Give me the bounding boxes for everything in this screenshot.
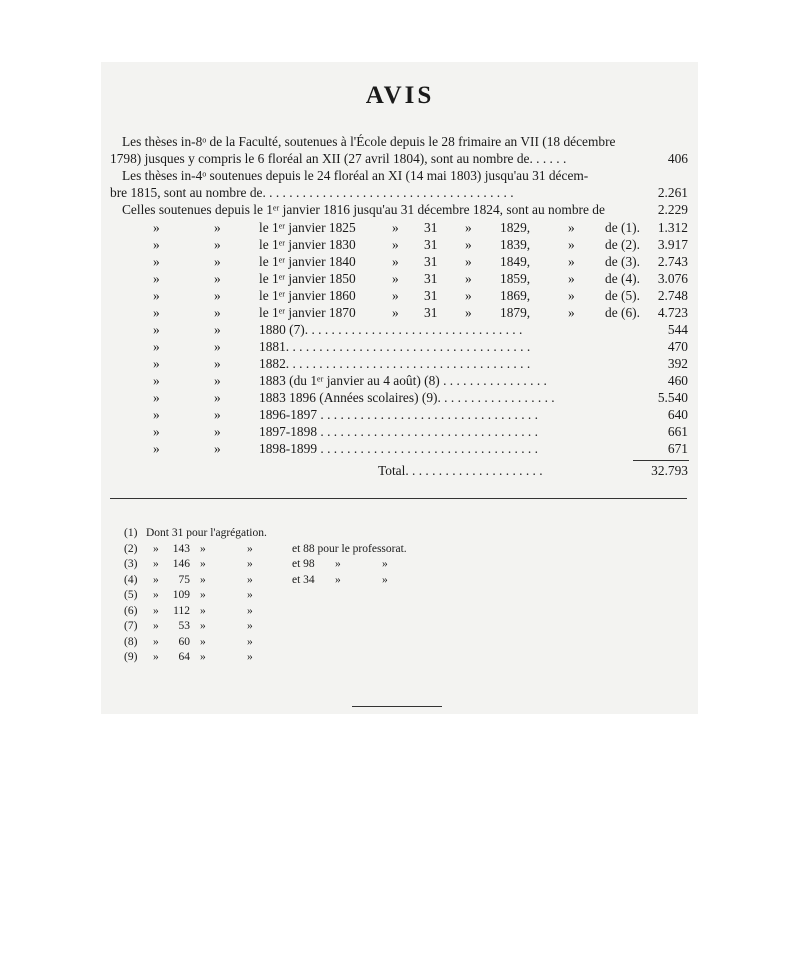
- ditto-mark: »: [153, 237, 160, 252]
- ditto-mark: »: [382, 558, 388, 570]
- ditto-mark: »: [153, 288, 160, 303]
- intro-paragraph-3: Celles soutenues depuis le 1ᵉʳ janvier 1816 jusqu'au 31 décembre 1824, sont au nombre de: [122, 202, 605, 217]
- ditto-mark: »: [153, 573, 159, 586]
- period-end-day: 31: [424, 288, 438, 303]
- ditto-mark: »: [247, 604, 253, 617]
- period-end-year: 1879,: [500, 305, 531, 320]
- ditto-mark: »: [153, 542, 159, 555]
- ditto-mark: »: [153, 620, 159, 632]
- ditto-mark: »: [200, 604, 206, 617]
- total-value: 32.793: [651, 463, 688, 478]
- footnote-text: Dont 31 pour l'agrégation.: [146, 527, 267, 539]
- table-row: [0, 373, 800, 390]
- year-label: 1897-1898 . . . . . . . . . . . . . . . . . . . . . . . . . . . . . . . . .: [259, 424, 538, 439]
- footnote-count: 109: [172, 589, 190, 601]
- ditto-mark: »: [153, 322, 160, 337]
- ditto-mark: »: [153, 558, 159, 570]
- footnote-count: 53: [178, 620, 190, 632]
- row-value: 544: [667, 322, 688, 337]
- ditto-mark: »: [153, 305, 160, 320]
- ditto-mark: »: [247, 651, 253, 663]
- ditto-mark: »: [247, 542, 253, 555]
- ditto-mark: »: [153, 271, 160, 286]
- footnote-ref: de (5).: [605, 288, 640, 303]
- row-value: 2.748: [657, 288, 688, 303]
- ditto-mark: »: [568, 220, 575, 235]
- ditto-mark: »: [214, 424, 221, 439]
- ditto-mark: »: [200, 542, 206, 555]
- page-title: AVIS: [365, 82, 435, 109]
- footnote-number: (9): [124, 651, 138, 663]
- ditto-mark: »: [392, 220, 399, 235]
- table-row: [0, 271, 800, 288]
- year-label: 1898-1899 . . . . . . . . . . . . . . . . . . . . . . . . . . . . . . . . .: [259, 441, 538, 456]
- ditto-mark: »: [568, 271, 575, 286]
- ditto-mark: »: [200, 589, 206, 601]
- ditto-mark: »: [153, 254, 160, 269]
- ditto-mark: »: [247, 573, 253, 586]
- ditto-mark: »: [465, 220, 472, 235]
- ditto-mark: »: [465, 305, 472, 320]
- ditto-mark: »: [392, 254, 399, 269]
- footnote-count: 146: [172, 558, 190, 570]
- period-end-year: 1859,: [500, 271, 531, 286]
- table-row: [0, 424, 800, 441]
- footnote-count: 143: [172, 542, 190, 555]
- footnote-number: (8): [124, 635, 138, 648]
- footnote-number: (3): [124, 558, 138, 570]
- year-label: 1880 (7). . . . . . . . . . . . . . . . . . . . . . . . . . . . . . . . .: [259, 322, 523, 337]
- ditto-mark: »: [214, 322, 221, 337]
- row-value: 470: [667, 339, 688, 354]
- period-end-day: 31: [424, 254, 438, 269]
- ditto-mark: »: [247, 620, 253, 632]
- ditto-mark: »: [214, 305, 221, 320]
- end-rule: [352, 706, 442, 707]
- year-label: 1883 (du 1ᵉʳ janvier au 4 août) (8) . . . . . . . . . . . . . . . .: [259, 373, 547, 388]
- footnote-extra: et 98: [292, 558, 315, 570]
- ditto-mark: »: [214, 237, 221, 252]
- total-rule: [633, 460, 689, 461]
- ditto-mark: »: [153, 390, 160, 405]
- intro-paragraph-3-value: 2.229: [657, 202, 688, 217]
- period-end-year: 1869,: [500, 288, 531, 303]
- ditto-mark: »: [392, 271, 399, 286]
- footnote-number: (5): [124, 589, 138, 601]
- ditto-mark: »: [465, 271, 472, 286]
- period-start: le 1ᵉʳ janvier 1870: [259, 305, 356, 320]
- ditto-mark: »: [153, 589, 159, 601]
- ditto-mark: »: [247, 589, 253, 601]
- footnote-ref: de (2).: [605, 237, 640, 252]
- intro-paragraph-2-value: 2.261: [657, 185, 688, 200]
- ditto-mark: »: [214, 373, 221, 388]
- row-value: 671: [667, 441, 688, 456]
- ditto-mark: »: [568, 305, 575, 320]
- ditto-mark: »: [153, 339, 160, 354]
- ditto-mark: »: [568, 254, 575, 269]
- footnote-number: (2): [124, 542, 138, 555]
- intro-paragraph-1-value: 406: [667, 151, 688, 166]
- period-start: le 1ᵉʳ janvier 1840: [259, 254, 356, 269]
- row-value: 392: [667, 356, 688, 371]
- row-value: 5.540: [657, 390, 688, 405]
- ditto-mark: »: [568, 288, 575, 303]
- ditto-mark: »: [214, 271, 221, 286]
- intro-paragraph-1-line-2: 1798) jusques y compris le 6 floréal an XII (27 avril 1804), sont au nombre de. . . . . .: [110, 151, 567, 166]
- ditto-mark: »: [465, 288, 472, 303]
- footnote-count: 75: [178, 573, 190, 586]
- row-value: 460: [667, 373, 688, 388]
- footnote-ref: de (6).: [605, 305, 640, 320]
- ditto-mark: »: [153, 220, 160, 235]
- ditto-mark: »: [153, 651, 159, 663]
- ditto-mark: »: [335, 573, 341, 586]
- ditto-mark: »: [465, 254, 472, 269]
- footnote-ref: de (1).: [605, 220, 640, 235]
- footnote-extra: et 88 pour le professorat.: [292, 542, 407, 555]
- ditto-mark: »: [392, 237, 399, 252]
- row-value: 3.917: [657, 237, 688, 252]
- year-label: 1896-1897 . . . . . . . . . . . . . . . . . . . . . . . . . . . . . . . . .: [259, 407, 538, 422]
- table-row: [0, 305, 800, 322]
- period-end-day: 31: [424, 220, 438, 235]
- table-row: [0, 356, 800, 373]
- row-value: 1.312: [657, 220, 688, 235]
- period-end-year: 1829,: [500, 220, 531, 235]
- ditto-mark: »: [214, 390, 221, 405]
- ditto-mark: »: [214, 254, 221, 269]
- footnote-count: 60: [178, 635, 190, 648]
- period-start: le 1ᵉʳ janvier 1830: [259, 237, 356, 252]
- ditto-mark: »: [392, 288, 399, 303]
- ditto-mark: »: [247, 558, 253, 570]
- ditto-mark: »: [153, 424, 160, 439]
- ditto-mark: »: [153, 356, 160, 371]
- row-value: 661: [667, 424, 688, 439]
- period-end-year: 1849,: [500, 254, 531, 269]
- ditto-mark: »: [392, 305, 399, 320]
- ditto-mark: »: [200, 635, 206, 648]
- ditto-mark: »: [214, 407, 221, 422]
- footnote-separator: [110, 498, 687, 499]
- year-label: 1883 1896 (Années scolaires) (9). . . . . . . . . . . . . . . . . .: [259, 390, 555, 405]
- table-row: [0, 390, 800, 407]
- table-row: [0, 339, 800, 356]
- row-value: 3.076: [657, 271, 688, 286]
- year-label: 1882. . . . . . . . . . . . . . . . . . . . . . . . . . . . . . . . . . . . .: [259, 356, 531, 371]
- ditto-mark: »: [568, 237, 575, 252]
- period-end-day: 31: [424, 271, 438, 286]
- ditto-mark: »: [153, 407, 160, 422]
- footnote-number: (6): [124, 604, 138, 617]
- table-row: [0, 441, 800, 458]
- table-row: [0, 407, 800, 424]
- period-end-day: 31: [424, 237, 438, 252]
- footnote-number: (7): [124, 620, 138, 632]
- ditto-mark: »: [153, 604, 159, 617]
- total-label: Total. . . . . . . . . . . . . . . . . . . . .: [378, 463, 543, 478]
- ditto-mark: »: [382, 573, 388, 586]
- row-value: 4.723: [657, 305, 688, 320]
- footnote-count: 64: [178, 651, 190, 663]
- table-row: [0, 220, 800, 237]
- row-value: 2.743: [657, 254, 688, 269]
- row-value: 640: [667, 407, 688, 422]
- ditto-mark: »: [200, 651, 206, 663]
- ditto-mark: »: [153, 635, 159, 648]
- ditto-mark: »: [200, 558, 206, 570]
- ditto-mark: »: [247, 635, 253, 648]
- period-end-day: 31: [424, 305, 438, 320]
- footnote-ref: de (4).: [605, 271, 640, 286]
- ditto-mark: »: [214, 339, 221, 354]
- footnote-number: (4): [124, 573, 138, 586]
- footnote-extra: et 34: [292, 573, 315, 586]
- ditto-mark: »: [214, 356, 221, 371]
- period-start: le 1ᵉʳ janvier 1850: [259, 271, 356, 286]
- footnote-number: (1): [124, 527, 138, 539]
- ditto-mark: »: [214, 441, 221, 456]
- footnote-count: 112: [173, 604, 190, 617]
- table-row: [0, 288, 800, 305]
- table-row: [0, 322, 800, 339]
- ditto-mark: »: [200, 620, 206, 632]
- table-row: [0, 237, 800, 254]
- ditto-mark: »: [335, 558, 341, 570]
- ditto-mark: »: [200, 573, 206, 586]
- footnote-ref: de (3).: [605, 254, 640, 269]
- period-end-year: 1839,: [500, 237, 531, 252]
- intro-paragraph-2-line-1: Les thèses in-4ᵒ soutenues depuis le 24 floréal an XI (14 mai 1803) jusqu'au 31 décem-: [122, 168, 589, 183]
- intro-paragraph-1-line-1: Les thèses in-8ᵒ de la Faculté, soutenues à l'École depuis le 28 frimaire an VII (18 décembre: [122, 134, 616, 149]
- intro-paragraph-2-line-2: bre 1815, sont au nombre de. . . . . . . . . . . . . . . . . . . . . . . . . . . . . . . . . . . . . .: [110, 185, 514, 200]
- year-label: 1881. . . . . . . . . . . . . . . . . . . . . . . . . . . . . . . . . . . . .: [259, 339, 531, 354]
- period-start: le 1ᵉʳ janvier 1860: [259, 288, 356, 303]
- ditto-mark: »: [153, 441, 160, 456]
- ditto-mark: »: [214, 288, 221, 303]
- period-start: le 1ᵉʳ janvier 1825: [259, 220, 356, 235]
- table-row: [0, 254, 800, 271]
- ditto-mark: »: [214, 220, 221, 235]
- ditto-mark: »: [153, 373, 160, 388]
- ditto-mark: »: [465, 237, 472, 252]
